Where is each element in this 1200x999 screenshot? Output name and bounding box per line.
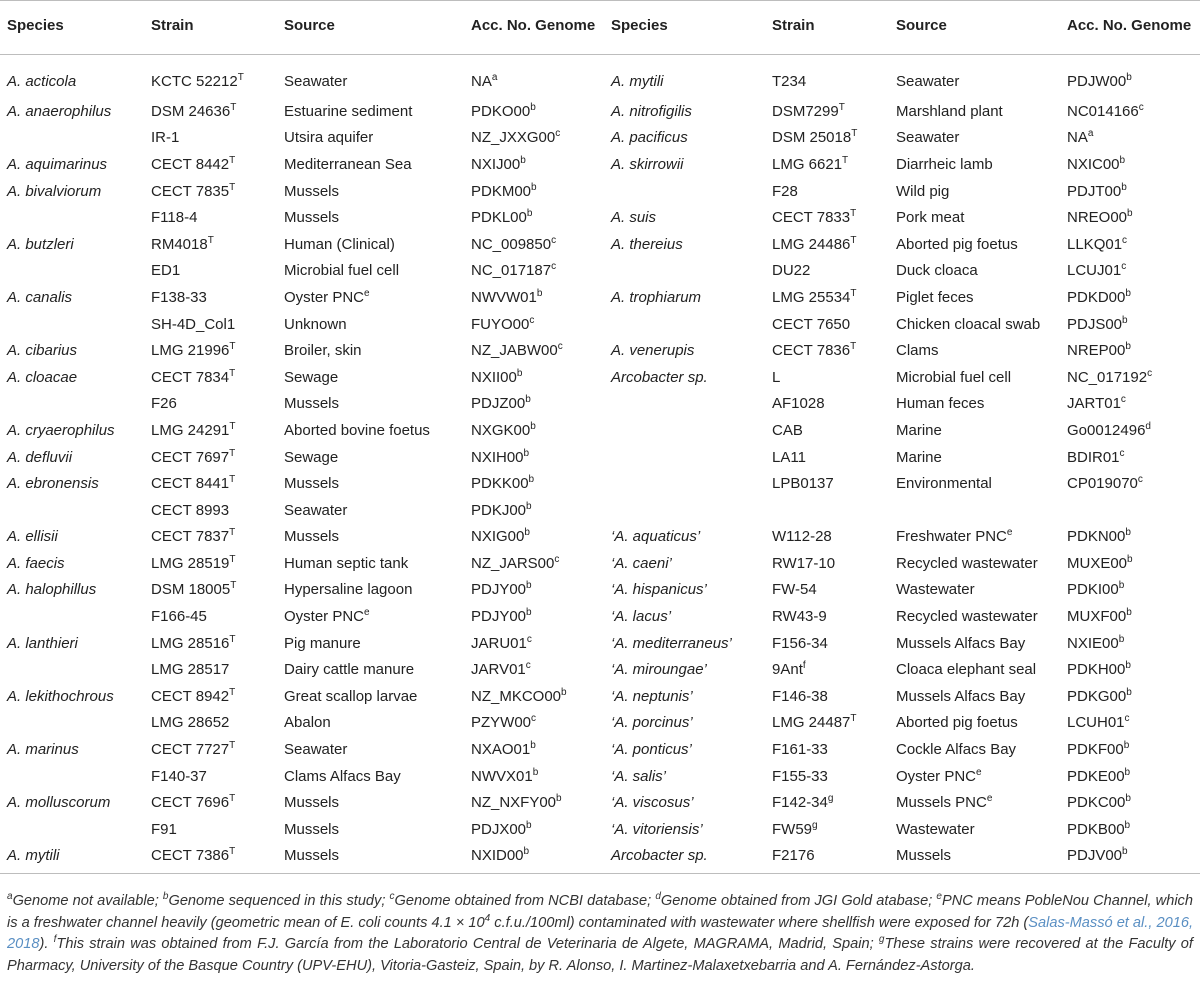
source-cell: Mussels	[889, 843, 1060, 874]
species-cell	[0, 710, 144, 737]
source-cell: Seawater	[896, 129, 960, 147]
source-cell: Seawater	[896, 73, 960, 90]
species-cell: ‘A. lacus’	[611, 608, 672, 626]
accession-cell: NXAO01$^b$	[471, 740, 536, 759]
source-cell: Recycled wastewater	[896, 608, 1038, 626]
source-cell: Seawater	[284, 73, 348, 90]
accession-cell: NXID00$^b$	[464, 843, 604, 874]
accession-cell: NZ_NXFY00$^b$	[471, 793, 562, 812]
species-cell	[604, 417, 765, 444]
accession-cell: JARU01$^c$	[471, 633, 532, 652]
accession-cell: NWVX01$^b$	[471, 766, 539, 785]
source-cell: Cockle Alfacs Bay	[896, 741, 1017, 759]
source-cell: Wastewater	[896, 581, 975, 599]
accession-cell: $NA^a$	[471, 72, 498, 90]
species-cell: A. acticola	[7, 73, 77, 90]
strain-cell: F161-33	[772, 741, 828, 759]
source-cell: Oyster PNC$^e$	[284, 607, 370, 626]
accession-cell: PDJY00$^b$	[471, 580, 532, 599]
source-cell: Duck cloaca	[896, 262, 978, 280]
accession-cell: Go0012496$^d$	[1067, 420, 1151, 439]
header-row	[0, 1, 1200, 55]
accession-cell	[1060, 497, 1200, 524]
source-cell: Chicken cloacal swab	[896, 315, 1041, 333]
strain-cell: DSM $18005^T$	[151, 580, 237, 599]
species-cell	[0, 603, 144, 630]
source-cell: Mussels	[284, 395, 340, 413]
source-cell: Marine	[896, 448, 942, 466]
species-cell: ‘A. aquaticus’	[611, 528, 701, 546]
source-cell: Human feces	[896, 395, 985, 413]
strain-cell: LMG $28519^T$	[151, 553, 236, 572]
species-cell: A. anaerophilus	[7, 102, 112, 120]
table-row	[0, 337, 1200, 364]
species-cell	[604, 497, 765, 524]
accession-cell: PDJZ00$^b$	[471, 394, 531, 413]
accession-cell: NXIH00$^b$	[471, 447, 530, 466]
source-cell: Seawater	[284, 501, 348, 519]
source-cell: Clams Alfacs Bay	[284, 767, 401, 785]
species-cell: A. pacificus	[611, 129, 688, 147]
header-accession: Acc. No. Genome	[1060, 1, 1200, 55]
species-cell: A. lekithochrous	[7, 687, 114, 705]
strain-cell: CECT $8442^T$	[151, 154, 236, 173]
accession-cell: NREO00$^b$	[1067, 208, 1133, 227]
accession-cell: NXGK00$^b$	[471, 420, 536, 439]
accession-cell: PDJX00$^b$	[471, 819, 532, 838]
accession-cell: PDKB00$^b$	[1067, 819, 1131, 838]
species-cell: A. thereius	[611, 235, 683, 253]
source-cell: Pork meat	[896, 209, 965, 227]
source-cell: Mussels	[284, 528, 340, 546]
accession-cell: $NA^a$	[1067, 128, 1094, 147]
strain-cell: LMG $24486^T$	[772, 234, 857, 253]
source-cell: Wastewater	[896, 820, 975, 838]
accession-cell: PDKI00$^b$	[1067, 580, 1125, 599]
strain-cell: CECT $7727^T$	[151, 740, 236, 759]
strain-cell: RW17-10	[772, 554, 836, 572]
species-cell: ‘A. mediterraneus’	[611, 634, 732, 652]
source-cell: Piglet feces	[896, 288, 974, 306]
accession-cell: BDIR01$^c$	[1067, 447, 1125, 466]
species-cell	[0, 204, 144, 231]
strain-cell: LPB0137	[772, 475, 834, 493]
table-row	[0, 258, 1200, 285]
strain-cell: F91	[151, 820, 177, 838]
source-cell: Great scallop larvae	[284, 687, 418, 705]
strain-cell: F138-33	[151, 288, 207, 306]
species-cell: A. skirrowii	[611, 155, 684, 173]
species-cell	[604, 311, 765, 338]
source-cell: Clams	[896, 342, 939, 360]
strain-cell: LA11	[772, 448, 806, 466]
accession-cell: FUYO00$^c$	[471, 314, 535, 333]
species-cell	[0, 497, 144, 524]
source-cell: Mussels	[277, 843, 464, 874]
strain-cell: CECT $7834^T$	[151, 367, 236, 386]
strain-cell: F26	[151, 395, 177, 413]
table-row	[0, 630, 1200, 657]
species-cell: A. cibarius	[7, 342, 78, 360]
accession-cell: NXIG00$^b$	[471, 527, 530, 546]
source-cell: Diarrheic lamb	[896, 155, 993, 173]
header-species: Species	[0, 1, 144, 55]
strain-cell: F118-4	[151, 209, 198, 227]
strain-cell: LMG $25534^T$	[772, 287, 857, 306]
accession-cell: PDKK00$^b$	[471, 474, 535, 493]
source-cell: Aborted pig foetus	[896, 235, 1018, 253]
accession-cell: NREP00$^b$	[1067, 341, 1131, 360]
strain-cell: CECT $7386^T$	[144, 843, 277, 874]
accession-cell: JARV01$^c$	[471, 660, 531, 679]
strain-cell: CECT $7697^T$	[151, 447, 236, 466]
source-cell: Mussels	[284, 182, 340, 200]
table-row	[0, 497, 1200, 524]
accession-cell: PDJS00$^b$	[1067, 314, 1128, 333]
strain-cell: L	[772, 368, 781, 386]
source-cell: Estuarine sediment	[284, 102, 413, 120]
species-cell	[0, 816, 144, 843]
source-cell: Unknown	[284, 315, 347, 333]
strain-cell: F166-45	[151, 608, 207, 626]
source-cell: Freshwater PNC$^e$	[896, 527, 1013, 546]
source-cell: Cloaca elephant seal	[896, 661, 1037, 679]
accession-cell: PDKH00$^b$	[1067, 660, 1131, 679]
accession-cell: PDKJ00$^b$	[471, 500, 532, 519]
table-row	[0, 98, 1200, 125]
source-cell: Abalon	[284, 714, 331, 732]
header-strain: Strain	[144, 1, 277, 55]
table-row	[0, 524, 1200, 551]
species-cell: A. mytili	[0, 843, 144, 874]
strain-cell: LMG $24291^T$	[151, 420, 236, 439]
source-cell: Mussels PNC$^e$	[896, 793, 993, 812]
header-accession: Acc. No. Genome	[464, 1, 604, 55]
citation-link[interactable]: Salas-Massó et al., 2016, 2018	[7, 914, 1194, 952]
source-cell: Mussels	[284, 794, 340, 812]
table-footnote: $^a$Genome not available; $^b$Genome sequenced in this study; $^c$Genome obtained from NCBI database; $^d$Genome obtained from JGI Gold atabase; $^e$PNC means PobleNou Channel, which is a freshwater channel heavily (geometric mean of E. coli counts $4.1 \times 10^4$ c.f.u./100ml) contaminated with wastewater where shellfish were exposed for 72h (Salas-Massó et al., 2016, 2018). $^f$This strain was obtained from F.J. García from the Laboratorio Central de Veterinaria de Algete, MAGRAMA, Madrid, Spain; $^g$These strains were recovered at the Faculty of Pharmacy, University of the Basque Country (UPV-EHU), Vitoria-Gasteiz, Spain, by R. Alonso, I. Martinez-Malaxetxebarria and A. Fernández-Astorga.	[7, 891, 1194, 974]
strain-cell: F155-33	[772, 767, 828, 785]
strain-cell: CECT 8993	[151, 501, 230, 519]
species-cell: A. butzleri	[7, 235, 74, 253]
accession-cell: PDKD00$^b$	[1067, 287, 1131, 306]
species-cell	[0, 258, 144, 285]
strain-cell: DU22	[772, 262, 811, 280]
accession-cell: NZ_MKCO00$^b$	[471, 686, 567, 705]
strain-cell: F142-34$^g$	[772, 793, 834, 812]
accession-cell: LCUH01$^c$	[1067, 713, 1130, 732]
strain-cell: KCTC $52212^T$	[151, 72, 244, 90]
strain-cell: F156-34	[772, 634, 828, 652]
source-cell: Hypersaline lagoon	[284, 581, 413, 599]
accession-cell: NC_009850$^c$	[471, 234, 557, 253]
strain-cell: $RM4018^T$	[151, 234, 214, 253]
source-cell	[889, 497, 1060, 524]
strain-cell: CECT 7650	[772, 315, 851, 333]
species-cell: ‘A. salis’	[611, 767, 667, 785]
strain-cell	[765, 497, 889, 524]
accession-cell: PDJV00$^b$	[1060, 843, 1200, 874]
source-cell: Broiler, skin	[284, 342, 362, 360]
species-cell: A. ebronensis	[7, 475, 99, 493]
strain-cell: CECT $7696^T$	[151, 793, 236, 812]
source-cell: Microbial fuel cell	[284, 262, 400, 280]
accession-cell: NC_017187$^c$	[471, 261, 557, 280]
species-cell: ‘A. neptunis’	[611, 687, 693, 705]
species-cell: A. venerupis	[611, 342, 695, 360]
strain-cell: CECT $7837^T$	[151, 527, 236, 546]
table-row	[0, 577, 1200, 604]
accession-cell: PZYW00$^c$	[471, 713, 537, 732]
source-cell: Mediterranean Sea	[284, 155, 412, 173]
strain-cell: ED1	[151, 262, 181, 280]
table-row	[0, 816, 1200, 843]
species-cell: A. suis	[611, 209, 657, 227]
source-cell: Mussels Alfacs Bay	[896, 687, 1026, 705]
table-row	[0, 178, 1200, 205]
table-row	[0, 710, 1200, 737]
strain-cell: T234	[772, 73, 807, 90]
accession-cell: NXII00$^b$	[471, 367, 523, 386]
strain-cell: LMG $6621^T$	[772, 154, 849, 173]
table-row	[0, 843, 1200, 874]
source-cell: Human septic tank	[284, 554, 409, 572]
accession-cell: JART01$^c$	[1067, 394, 1126, 413]
table-row	[0, 789, 1200, 816]
strain-cell: 9Ant$^f$	[772, 660, 806, 679]
accession-cell: NWVW01$^b$	[471, 287, 543, 306]
species-cell: ‘A. caeni’	[611, 554, 672, 572]
accession-cell: NXIC00$^b$	[1067, 154, 1126, 173]
table-row	[0, 763, 1200, 790]
accession-cell: PDKF00$^b$	[1067, 740, 1130, 759]
table-row	[0, 417, 1200, 444]
species-cell: ‘A. viscosus’	[611, 794, 694, 812]
species-cell: A. trophiarum	[611, 288, 702, 306]
accession-cell: PDKM00$^b$	[471, 181, 537, 200]
species-cell: A. cloacae	[7, 368, 78, 386]
accession-cell: PDKO00$^b$	[471, 101, 536, 120]
accession-cell: PDJT00$^b$	[1067, 181, 1127, 200]
source-cell: Sewage	[284, 368, 339, 386]
strain-cell: LMG $24487^T$	[772, 713, 857, 732]
species-cell: A. cryaerophilus	[7, 421, 115, 439]
species-cell	[604, 444, 765, 471]
accession-cell: NXIE00$^b$	[1067, 633, 1125, 652]
species-cell	[0, 763, 144, 790]
species-cell	[604, 470, 765, 497]
table-row	[0, 55, 1200, 99]
table-row	[0, 470, 1200, 497]
species-cell: ‘A. hispanicus’	[611, 581, 707, 599]
source-cell: Mussels Alfacs Bay	[896, 634, 1026, 652]
species-cell: ‘A. ponticus’	[611, 741, 692, 759]
table-row	[0, 231, 1200, 258]
table-row	[0, 444, 1200, 471]
accession-cell: NC014166$^c$	[1067, 101, 1144, 120]
strain-cell: $DSM7299^T$	[772, 101, 845, 120]
species-cell: ‘A. vitoriensis’	[611, 820, 703, 838]
strain-cell: LMG $28516^T$	[151, 633, 236, 652]
source-cell: Aborted pig foetus	[896, 714, 1018, 732]
accession-cell: CP019070$^c$	[1067, 474, 1143, 493]
species-cell: A. faecis	[7, 554, 65, 572]
strain-cell: F146-38	[772, 687, 828, 705]
source-cell: Utsira aquifer	[284, 129, 374, 147]
table-row	[0, 736, 1200, 763]
source-cell: Sewage	[284, 448, 339, 466]
table-row	[0, 204, 1200, 231]
source-cell: Mussels	[284, 820, 340, 838]
source-cell: Oyster PNC$^e$	[284, 287, 370, 306]
strain-cell: W112-28	[772, 528, 832, 546]
table-row	[0, 603, 1200, 630]
table-body	[0, 55, 1200, 874]
strain-cell: FW59$^g$	[772, 819, 818, 838]
source-cell: Oyster PNC$^e$	[896, 766, 982, 785]
source-cell: Microbial fuel cell	[896, 368, 1012, 386]
source-cell: Wild pig	[896, 182, 950, 200]
accession-cell: PDKL00$^b$	[471, 208, 533, 227]
species-cell: ‘A. porcinus’	[611, 714, 693, 732]
species-cell: Arcobacter sp.	[611, 368, 708, 386]
strain-cell: CECT $8942^T$	[151, 686, 236, 705]
species-cell: A. halophillus	[7, 581, 97, 599]
accession-cell: NZ_JARS00$^c$	[471, 553, 560, 572]
strain-cell: F2176	[765, 843, 889, 874]
source-cell: Recycled wastewater	[896, 554, 1038, 572]
table-row	[0, 284, 1200, 311]
table-row	[0, 125, 1200, 152]
header-source: Source	[277, 1, 464, 55]
strain-cell: SH-4D_Col1	[151, 315, 236, 333]
source-cell: Pig manure	[284, 634, 361, 652]
species-cell: A. aquimarinus	[7, 155, 108, 173]
accession-cell: NZ_JXXG00$^c$	[471, 128, 561, 147]
source-cell: Human (Clinical)	[284, 235, 395, 253]
strain-cell: LMG $21996^T$	[151, 341, 236, 360]
species-cell: A. bivalviorum	[7, 182, 102, 200]
accession-cell: MUXF00$^b$	[1067, 607, 1132, 626]
accession-cell: PDKG00$^b$	[1067, 686, 1132, 705]
source-cell: Mussels	[284, 475, 340, 493]
species-cell: A. defluvii	[7, 448, 73, 466]
species-cell: A. marinus	[7, 741, 79, 759]
species-cell: A. molluscorum	[7, 794, 111, 812]
species-cell: Arcobacter sp.	[604, 843, 765, 874]
strain-cell: RW43-9	[772, 608, 827, 626]
species-cell: A. mytili	[611, 73, 664, 90]
header-species: Species	[604, 1, 765, 55]
table-row	[0, 550, 1200, 577]
header-strain: Strain	[765, 1, 889, 55]
strain-cell: CECT $7835^T$	[151, 181, 236, 200]
strain-cell: CECT $7833^T$	[772, 208, 857, 227]
table-row	[0, 656, 1200, 683]
strain-cell: F28	[772, 182, 798, 200]
species-cell	[0, 125, 144, 152]
source-cell: Marine	[896, 421, 942, 439]
accession-cell: PDJW00$^b$	[1067, 72, 1132, 90]
strain-cell: CECT $8441^T$	[151, 474, 236, 493]
species-cell	[0, 391, 144, 418]
header-source: Source	[889, 1, 1060, 55]
source-cell: Seawater	[284, 741, 348, 759]
strain-cell: AF1028	[772, 395, 825, 413]
strain-cell: FW-54	[772, 581, 817, 599]
accession-cell: NXIJ00$^b$	[471, 154, 526, 173]
accession-cell: PDKE00$^b$	[1067, 766, 1131, 785]
source-cell: Marshland plant	[896, 102, 1003, 120]
species-cell: A. ellisii	[7, 528, 58, 546]
table-row	[0, 151, 1200, 178]
table-row	[0, 391, 1200, 418]
accession-cell: NC_017192$^c$	[1067, 367, 1153, 386]
strain-cell: LMG 28517	[151, 661, 230, 679]
accession-cell: MUXE00$^b$	[1067, 553, 1133, 572]
source-cell: Mussels	[284, 209, 340, 227]
species-cell	[604, 258, 765, 285]
source-cell: Environmental	[896, 475, 992, 493]
species-cell	[0, 656, 144, 683]
species-cell: A. canalis	[7, 288, 73, 306]
table-row	[0, 683, 1200, 710]
strain-cell: IR-1	[151, 129, 180, 147]
strain-cell: CAB	[772, 421, 803, 439]
strain-cell: LMG 28652	[151, 714, 230, 732]
source-cell: Aborted bovine foetus	[284, 421, 430, 439]
accession-cell: PDKC00$^b$	[1067, 793, 1131, 812]
species-cell: A. lanthieri	[7, 634, 78, 652]
strain-cell: F140-37	[151, 767, 207, 785]
strain-cell: CECT $7836^T$	[772, 341, 857, 360]
source-cell: Dairy cattle manure	[284, 661, 415, 679]
species-cell	[604, 178, 765, 205]
strain-cell: DSM $24636^T$	[151, 101, 237, 120]
accession-cell: LLKQ01$^c$	[1067, 234, 1128, 253]
accession-cell: PDKN00$^b$	[1067, 527, 1131, 546]
table-row	[0, 311, 1200, 338]
accession-cell: NZ_JABW00$^c$	[471, 341, 563, 360]
species-cell	[0, 311, 144, 338]
species-cell	[604, 391, 765, 418]
species-cell: A. nitrofigilis	[611, 102, 692, 120]
strain-cell: DSM $25018^T$	[772, 128, 858, 147]
accession-cell: PDJY00$^b$	[471, 607, 532, 626]
table-row	[0, 364, 1200, 391]
species-cell: ‘A. miroungae’	[611, 661, 707, 679]
accession-cell: LCUJ01$^c$	[1067, 261, 1127, 280]
